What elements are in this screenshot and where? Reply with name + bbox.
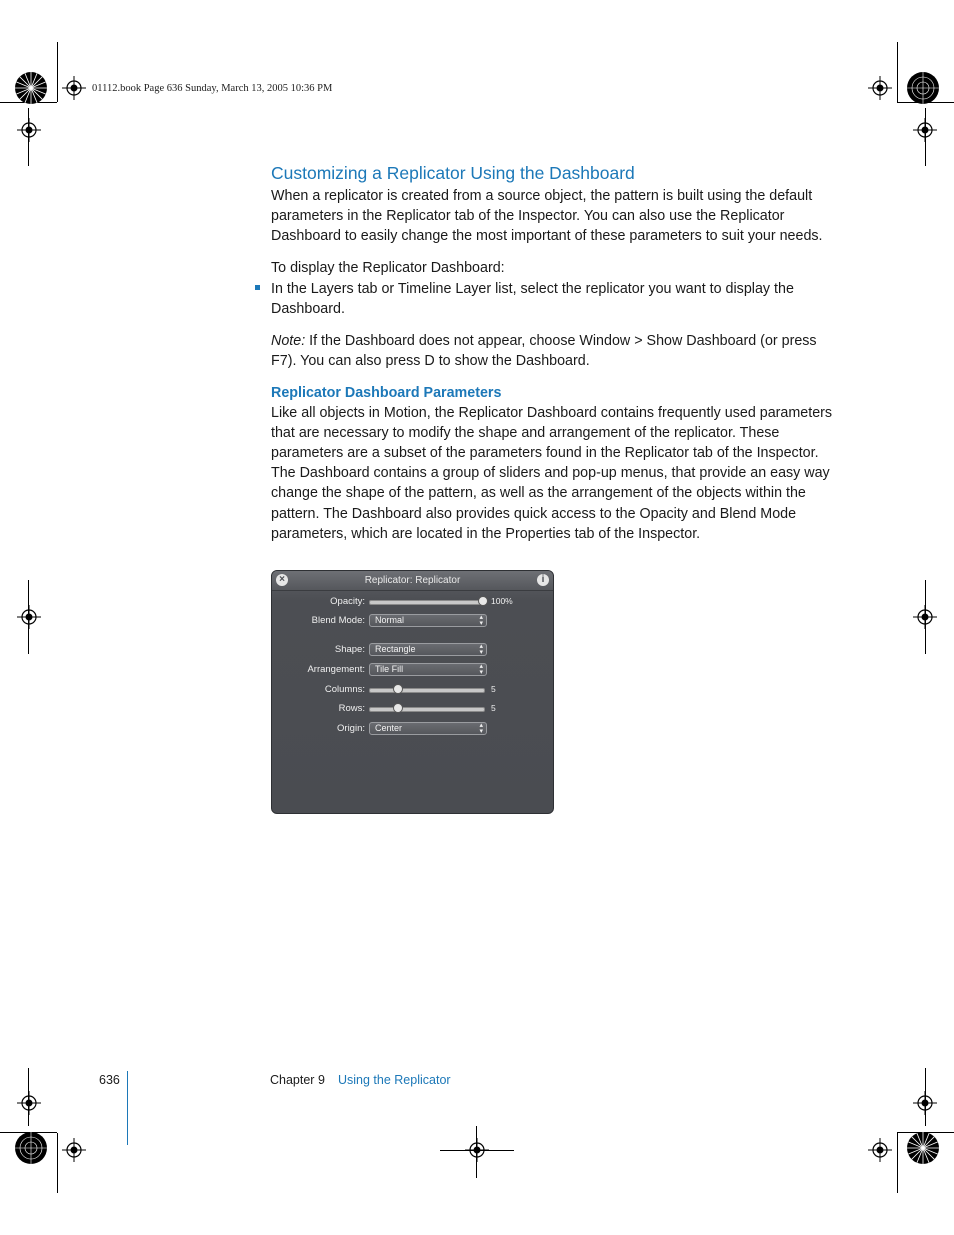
chapter-name: Using the Replicator [338,1073,451,1087]
registration-target-icon [913,118,937,142]
registration-target-icon [62,76,86,100]
popup-arrows-icon: ▴ ▾ [479,663,483,676]
crop-mark [57,42,58,102]
info-icon[interactable]: i [537,574,549,586]
columns-value: 5 [491,684,496,694]
opacity-slider-knob[interactable] [478,596,488,606]
note-label: Note: [271,333,306,350]
replicator-dashboard [271,570,554,814]
registration-target-icon [465,1138,489,1162]
columns-label: Columns: [324,684,365,695]
popup-arrows-icon: ▴ ▾ [479,643,483,656]
registration-target-icon [868,1138,892,1162]
shape-label: Shape: [334,644,365,655]
arrangement-label: Arrangement: [307,664,365,675]
note-text-b: ). You can also press [287,353,425,370]
blend-mode-popup[interactable] [369,614,487,627]
starburst-target-icon [906,71,940,105]
crop-mark [57,1133,58,1193]
key-f7: F7 [271,353,288,370]
registration-target-icon [913,1091,937,1115]
close-icon[interactable]: × [276,574,288,586]
starburst-target-icon [14,1131,48,1165]
bullet-text: In the Layers tab or Timeline Layer list, select the replicator you want to display the Dashboard. [271,280,794,318]
note-text-c: to show the Dashboard. [434,353,590,370]
registration-target-icon [17,118,41,142]
registration-target-icon [868,76,892,100]
header-stamp: 01112.book Page 636 Sunday, March 13, 2005 10:36 PM [92,83,333,94]
key-d: D [424,353,435,370]
opacity-label: Opacity: [330,596,365,607]
columns-slider[interactable] [369,688,485,693]
shape-value: Rectangle [375,644,416,654]
registration-target-icon [17,1091,41,1115]
origin-popup[interactable] [369,722,487,735]
page-number: 636 [99,1073,120,1087]
opacity-value: 100% [491,596,513,606]
arrangement-popup[interactable] [369,663,487,676]
columns-slider-knob[interactable] [393,684,403,694]
crop-mark [897,42,898,102]
arrangement-value: Tile Fill [375,664,404,674]
opacity-slider[interactable] [369,600,485,605]
blend-mode-value: Normal [375,615,405,625]
params-paragraph: Like all objects in Motion, the Replicator Dashboard contains frequently used parameters that are necessary to modify the shape and arrangement of the replicator. These parameters are a subset of the parameters found in the Replicator tab of the Inspector. The Dashboard contains a group of sliders and pop-up menus, that provide an easy way change the shape of the pattern, as well as the arrangement of the objects within the pattern. The Dashboard also provides quick access to the Opacity and Blend Mode parameters, which are located in the Properties tab of the Inspector. [271,404,833,542]
task-heading: To display the Replicator Dashboard: [271,259,505,276]
note-paragraph [271,331,841,371]
note-text-a: If the Dashboard does not appear, choose Window > Show Dashboard (or press [305,333,817,350]
popup-arrows-icon: ▴ ▾ [479,722,483,735]
chapter-label: Chapter 9 [270,1073,325,1087]
crop-mark [897,1133,898,1193]
registration-target-icon [913,605,937,629]
registration-target-icon [62,1138,86,1162]
origin-label: Origin: [337,723,365,734]
footer-divider [127,1071,128,1145]
section-title: Customizing a Replicator Using the Dashboard [271,163,635,183]
registration-target-icon [17,605,41,629]
origin-value: Center [375,723,403,733]
starburst-target-icon [906,1131,940,1165]
shape-popup[interactable] [369,643,487,656]
bullet-item [271,279,841,319]
rows-value: 5 [491,703,496,713]
bullet-icon [255,285,260,290]
rows-slider-knob[interactable] [393,703,403,713]
dashboard-title: Replicator: Replicator [272,571,553,591]
rows-slider[interactable] [369,707,485,712]
intro-paragraph: When a replicator is created from a source object, the pattern is built using the default parameters in the Replicator tab of the Inspector. You can also use the Replicator Dashboard to easily change the most important of these parameters to suit your needs. [271,188,823,245]
page-content [271,162,841,544]
rows-label: Rows: [338,703,365,714]
subsection-title: Replicator Dashboard Parameters [271,384,502,401]
popup-arrows-icon: ▴ ▾ [479,614,483,627]
blend-mode-label: Blend Mode: [311,615,365,626]
starburst-target-icon [14,71,48,105]
